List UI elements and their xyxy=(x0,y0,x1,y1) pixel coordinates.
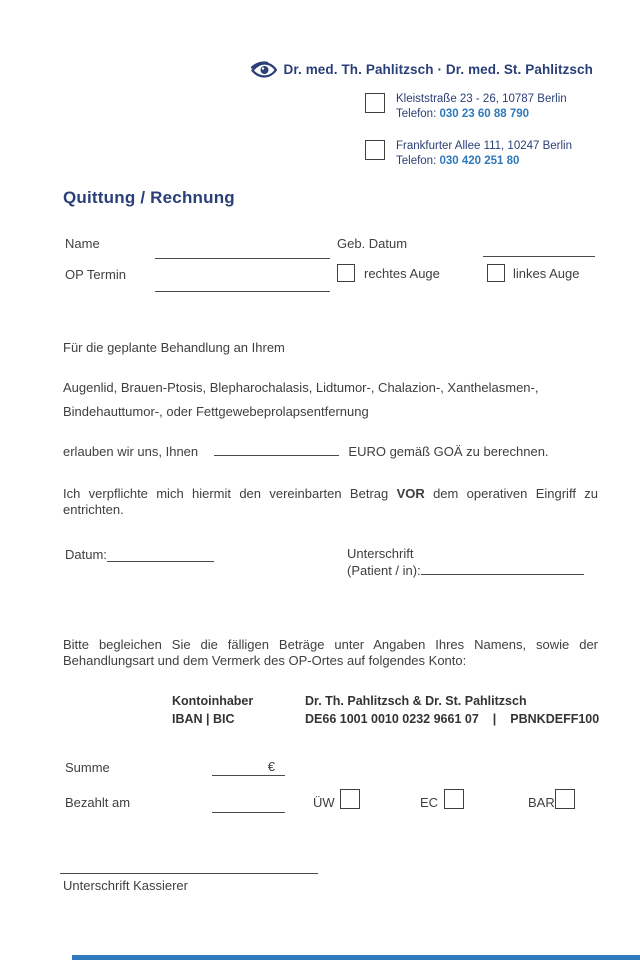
euro-symbol: € xyxy=(267,759,275,774)
payment-method-uw-checkbox xyxy=(340,789,360,809)
practice-names: Dr. med. Th. Pahlitzsch · Dr. med. St. Pahlitzsch xyxy=(283,62,593,77)
iban-bic-label: IBAN | BIC xyxy=(172,712,235,726)
left-eye-checkbox xyxy=(487,264,505,282)
birth-date-field-line xyxy=(483,241,595,257)
location-frankfurter-allee xyxy=(365,139,572,169)
patient-label: (Patient / in): xyxy=(347,563,421,578)
location-1-checkbox xyxy=(365,93,385,113)
right-eye-label: rechtes Auge xyxy=(364,266,440,281)
location-1-address: Kleiststraße 23 - 26, 10787 Berlin xyxy=(396,93,567,105)
eye-logo-icon xyxy=(251,61,277,78)
paid-on-label: Bezahlt am xyxy=(65,795,131,810)
op-date-label: OP Termin xyxy=(65,267,126,282)
iban-bic-value xyxy=(305,712,599,726)
date-label: Datum: xyxy=(65,547,107,562)
location-2-phone-number: 030 420 251 80 xyxy=(439,155,520,167)
payment-method-ec-checkbox xyxy=(444,789,464,809)
iban-value: DE66 1001 0010 0232 9661 07 xyxy=(305,712,479,726)
payment-method-ec-label: EC xyxy=(420,795,439,810)
charge-prefix: erlauben wir uns, Ihnen xyxy=(63,444,199,459)
charge-sentence xyxy=(63,444,598,460)
obligation-emphasis: VOR xyxy=(396,486,425,501)
patient-signature-block xyxy=(347,546,584,578)
location-2-phone-label: Telefon: xyxy=(396,155,437,167)
location-2-address: Frankfurter Allee 111, 10247 Berlin xyxy=(396,140,573,152)
payment-method-bar-checkbox xyxy=(555,789,575,809)
date-field-line xyxy=(107,546,214,562)
account-holder-value: Dr. Th. Pahlitzsch & Dr. St. Pahlitzsch xyxy=(305,694,527,708)
cashier-signature-label: Unterschrift Kassierer xyxy=(63,878,188,893)
charge-suffix: EURO gemäß GOÄ zu berechnen. xyxy=(348,444,549,459)
document-title: Quittung / Rechnung xyxy=(63,188,235,207)
left-eye-label: linkes Auge xyxy=(513,266,580,281)
location-2-checkbox xyxy=(365,140,385,160)
name-label: Name xyxy=(65,236,100,251)
payment-note-text: Bitte begleichen Sie die fälligen Beträge unter Angaben Ihres Namens, sowie der Behandlungsart und dem Vermerk des OP-Ortes auf folgendes Konto: xyxy=(63,637,598,668)
location-1-phone-label: Telefon: xyxy=(396,108,437,120)
footer-brand-bar xyxy=(72,955,640,960)
cashier-signature-line xyxy=(60,858,318,874)
name-field-line xyxy=(155,243,330,259)
signature-label: Unterschrift xyxy=(347,546,414,561)
obligation-text: Ich verpflichte mich hiermit den vereinbarten Betrag VOR dem operativen Eingriff zu entrichten. xyxy=(63,486,598,517)
paid-on-field-line xyxy=(212,797,285,813)
patient-signature-line xyxy=(421,563,584,575)
iban-bic-separator: | xyxy=(492,712,497,726)
birth-date-label: Geb. Datum xyxy=(337,236,408,251)
location-1-phone-number: 030 23 60 88 790 xyxy=(439,108,530,120)
op-date-field-line xyxy=(155,276,330,292)
procedures-text: Augenlid, Brauen-Ptosis, Blepharochalasis, Lidtumor-, Chalazion-, Xanthelasmen-, Bindehauttumor-, oder Fettgewebeprolapsentfernung xyxy=(63,380,539,419)
sum-label: Summe xyxy=(65,760,110,775)
location-kleiststrasse xyxy=(365,92,567,122)
payment-method-bar-label: BAR xyxy=(528,795,555,810)
sum-field-line xyxy=(212,758,285,776)
payment-method-uw-label: ÜW xyxy=(313,795,335,810)
amount-field-line xyxy=(214,444,339,456)
account-holder-label: Kontoinhaber xyxy=(172,694,254,708)
bic-value: PBNKDEFF100 xyxy=(510,712,600,726)
intro-text: Für die geplante Behandlung an Ihrem xyxy=(63,340,285,355)
right-eye-checkbox xyxy=(337,264,355,282)
practice-header xyxy=(251,61,593,78)
